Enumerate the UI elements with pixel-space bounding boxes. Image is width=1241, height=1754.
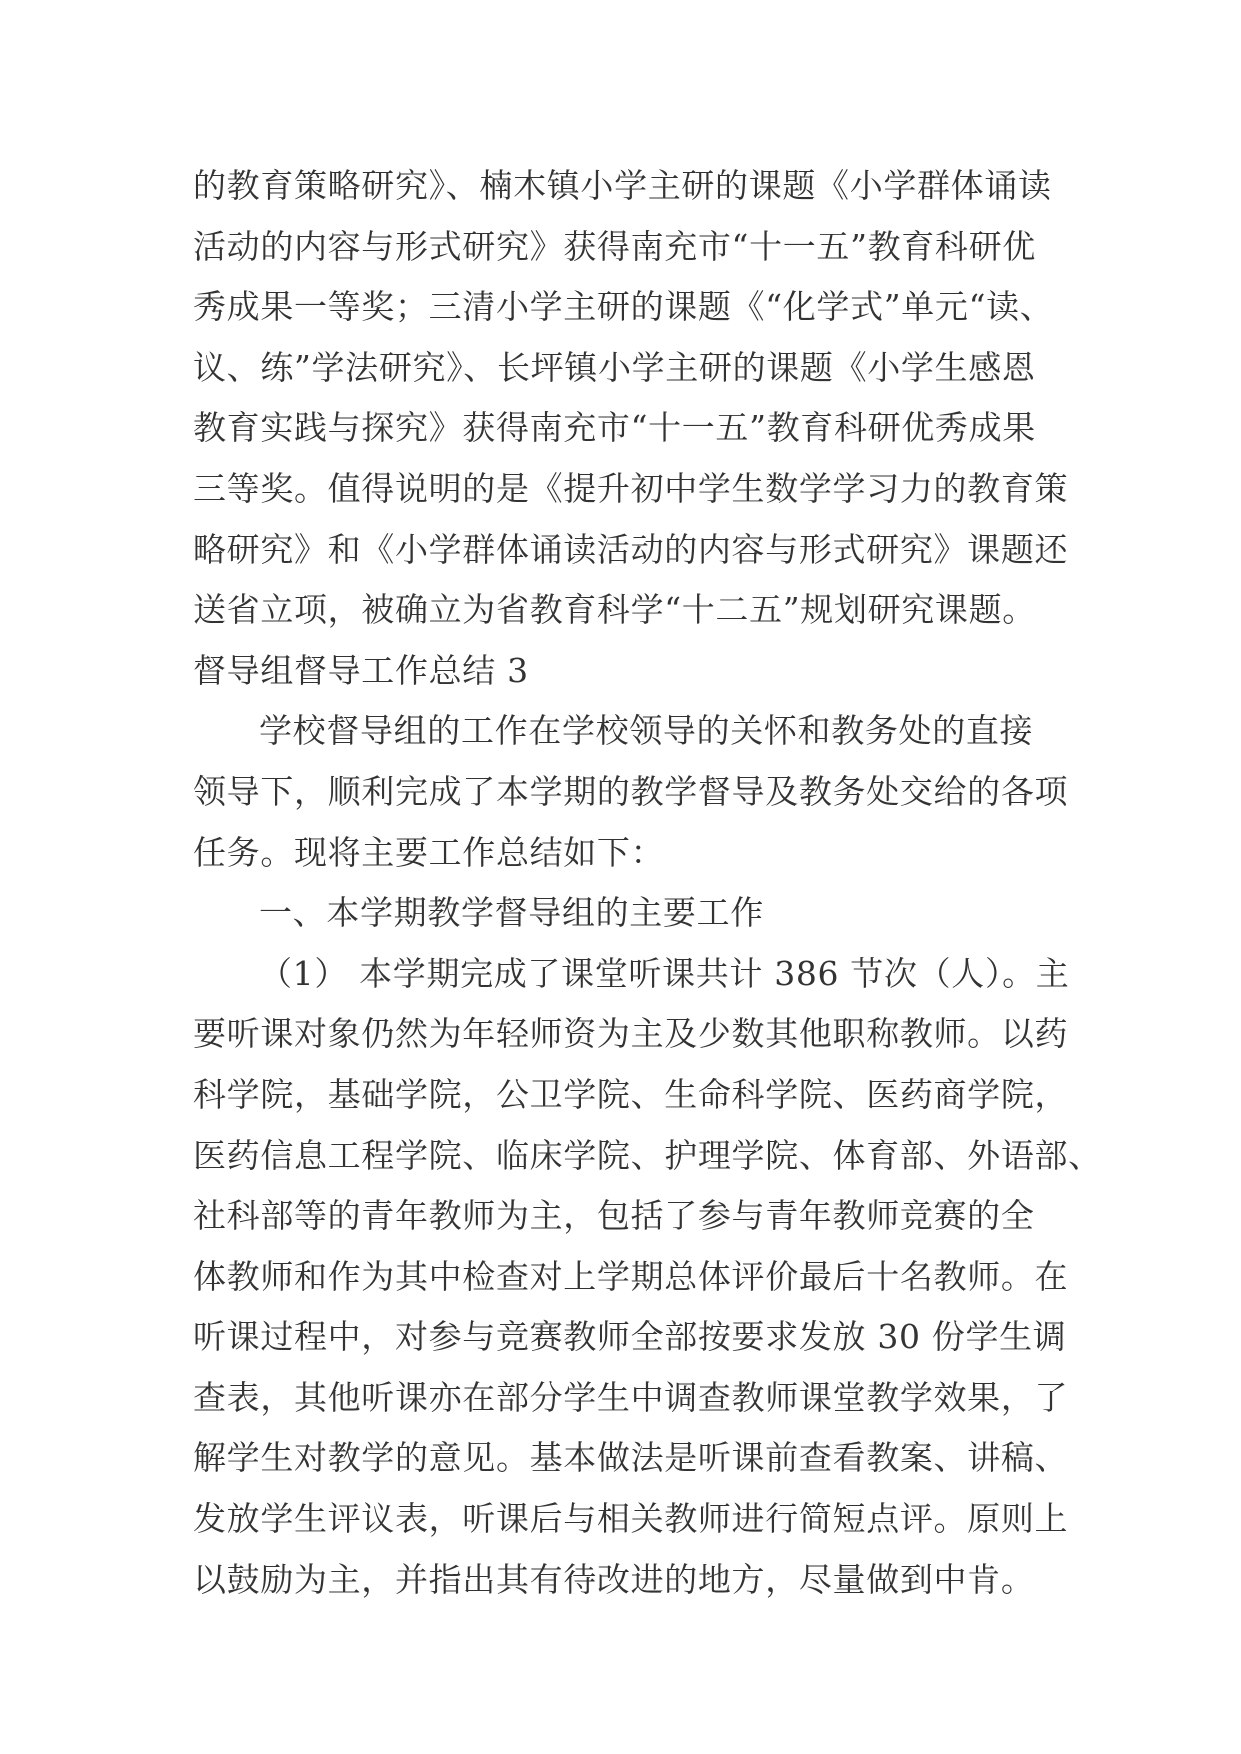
text-line: 解学生对教学的意见。基本做法是听课前查看教案、讲稿、: [193, 1438, 1069, 1478]
text-line: 领导下，顺利完成了本学期的教学督导及教务处交给的各项: [193, 771, 1069, 811]
text-line: 教育实践与探究》获得南充市“十一五”教育科研优秀成果: [193, 408, 1036, 448]
text-line: 要听课对象仍然为年轻师资为主及少数其他职称教师。以药: [193, 1014, 1069, 1054]
text-line: 社科部等的青年教师为主，包括了参与青年教师竞赛的全: [193, 1196, 1035, 1236]
text-line: 的教育策略研究》、楠木镇小学主研的课题《小学群体诵读: [193, 166, 1052, 205]
text-line: 发放学生评议表，听课后与相关教师进行简短点评。原则上: [193, 1499, 1069, 1539]
text-line: 任务。现将主要工作总结如下：: [193, 832, 665, 872]
section-heading: 督导组督导工作总结 3: [193, 650, 529, 690]
text-line: 议、练”学法研究》、长坪镇小学主研的课题《小学生感恩: [193, 347, 1036, 387]
text-line: 科学院，基础学院，公卫学院、生命科学院、医药商学院，: [193, 1074, 1069, 1114]
text-line: 三等奖。值得说明的是《提升初中学生数学学习力的教育策: [193, 468, 1069, 508]
subsection-heading: 一、本学期教学督导组的主要工作: [259, 893, 764, 933]
text-line: 以鼓励为主，并指出其有待改进的地方，尽量做到中肯。: [193, 1559, 1035, 1599]
text-line: 医药信息工程学院、临床学院、护理学院、体育部、外语部、: [193, 1135, 1102, 1175]
text-line: 活动的内容与形式研究》获得南充市“十一五”教育科研优: [193, 226, 1036, 266]
text-line: 体教师和作为其中检查对上学期总体评价最后十名教师。在: [193, 1256, 1069, 1296]
paragraph-first-line: 学校督导组的工作在学校领导的关怀和教务处的直接: [259, 711, 1034, 751]
text-line: 送省立项，被确立为省教育科学“十二五”规划研究课题。: [193, 590, 1036, 630]
document-body: [193, 156, 1102, 1610]
text-line: 略研究》和《小学群体诵读活动的内容与形式研究》课题还: [193, 529, 1069, 569]
paragraph-first-line: （1） 本学期完成了课堂听课共计 386 节次（人）。主: [259, 953, 1070, 993]
text-line: 查表，其他听课亦在部分学生中调查教师课堂教学效果，了: [193, 1377, 1069, 1417]
text-line: 秀成果一等奖；三清小学主研的课题《“化学式”单元“读、: [193, 287, 1054, 327]
text-line: 听课过程中，对参与竞赛教师全部按要求发放 30 份学生调: [193, 1317, 1067, 1357]
